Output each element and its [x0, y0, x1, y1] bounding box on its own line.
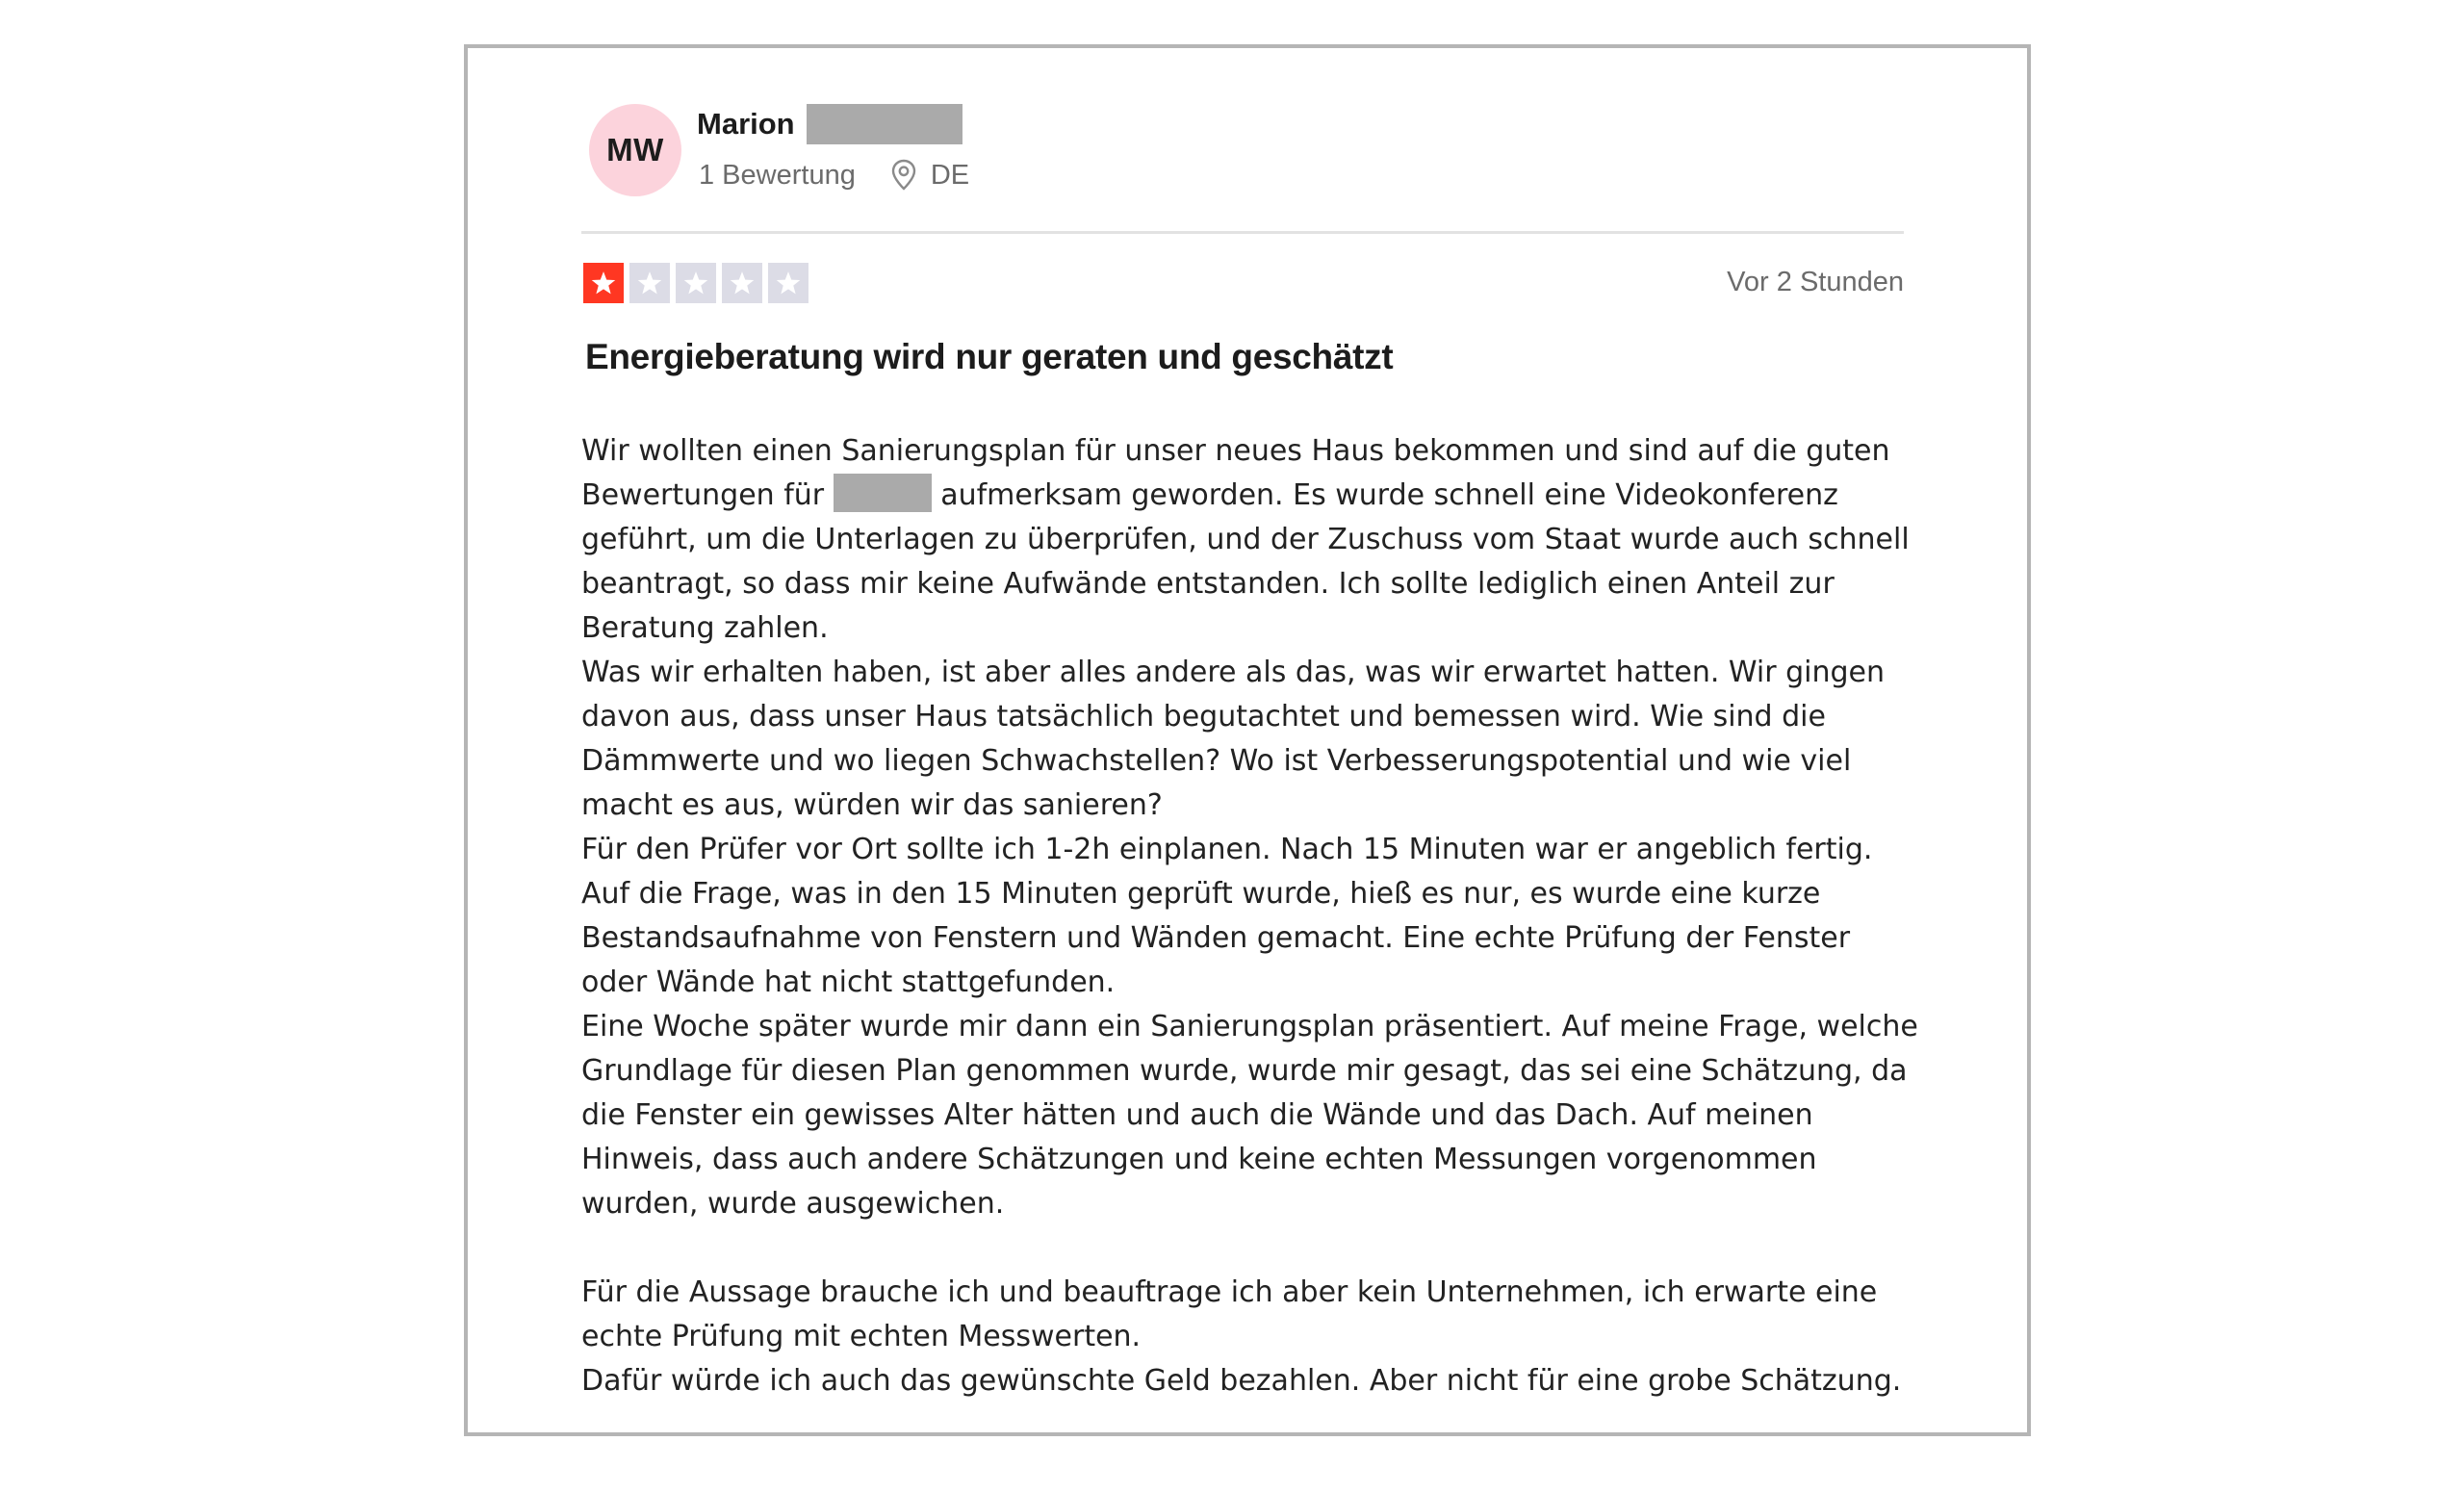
reviewer-header — [581, 102, 1904, 198]
review-text-line: Für den Prüfer vor Ort sollte ich 1-2h einplanen. Nach 15 Minuten war er angeblich fertig. — [581, 833, 1873, 866]
location-pin-icon — [890, 159, 917, 192]
review-text-line: die Fenster ein gewisses Alter hätten und auch die Wände und das Dach. Auf meinen — [581, 1098, 1813, 1132]
review-text-line: Auf die Frage, was in den 15 Minuten geprüft wurde, hieß es nur, es wurde eine kurze — [581, 877, 1821, 911]
review-text-line: echte Prüfung mit echten Messwerten. — [581, 1320, 1142, 1353]
review-text-line: Bestandsaufnahme von Fenstern und Wänden gemacht. Eine echte Prüfung der Fenster — [581, 921, 1851, 955]
review-text-line: Grundlage für diesen Plan genommen wurde, wurde mir gesagt, das sei eine Schätzung, da — [581, 1054, 1908, 1088]
divider — [581, 231, 1904, 234]
review-count: 1 Bewertung — [699, 159, 856, 191]
review-text-line: Dafür würde ich auch das gewünschte Geld bezahlen. Aber nicht für eine grobe Schätzung. — [581, 1364, 1902, 1398]
reviewer-meta — [699, 156, 969, 194]
review-text-line — [581, 474, 1904, 518]
review-text-line: Was wir erhalten haben, ist aber alles andere als das, was wir erwartet hatten. Wir gingen — [581, 656, 1886, 689]
review-text-line: geführt, um die Unterlagen zu überprüfen, und der Zuschuss vom Staat wurde auch schnell — [581, 523, 1910, 556]
review-text-fragment: Bewertungen für — [581, 478, 825, 512]
review-text-line: beantragt, so dass mir keine Aufwände entstanden. Ich sollte lediglich einen Anteil zur — [581, 567, 1835, 601]
star-rating — [583, 263, 808, 303]
review-text-line: davon aus, dass unser Haus tatsächlich begutachtet und bemessen wird. Wie sind die — [581, 700, 1826, 734]
star-icon — [768, 263, 808, 303]
review-content — [581, 48, 1918, 1432]
review-text-fragment: aufmerksam geworden. Es wurde schnell eine Videokonferenz — [940, 478, 1838, 512]
rating-row — [581, 263, 1904, 303]
review-title[interactable]: Energieberatung wird nur geraten und geschätzt — [585, 337, 1394, 376]
reviewer-name[interactable]: Marion — [697, 107, 795, 141]
review-text-line: Für die Aussage brauche ich und beauftrage ich aber kein Unternehmen, ich erwarte eine — [581, 1275, 1878, 1309]
review-text-line: Wir wollten einen Sanierungsplan für unser neues Haus bekommen und sind auf die guten — [581, 434, 1890, 468]
star-icon — [676, 263, 716, 303]
paragraph-gap — [581, 1226, 1904, 1271]
review-body — [581, 429, 1918, 1403]
reviewer-name-row — [697, 102, 962, 146]
review-card — [464, 44, 2031, 1436]
review-text-line: macht es aus, würden wir das sanieren? — [581, 788, 1163, 822]
star-icon — [722, 263, 762, 303]
avatar[interactable]: MW — [589, 104, 681, 196]
review-text-line: wurden, wurde ausgewichen. — [581, 1187, 1005, 1221]
star-icon — [629, 263, 670, 303]
review-text-line: oder Wände hat nicht stattgefunden. — [581, 965, 1116, 999]
review-text-line: Dämmwerte und wo liegen Schwachstellen? Wo ist Verbesserungspotential und wie viel — [581, 744, 1852, 778]
review-text-line: Eine Woche später wurde mir dann ein Sanierungsplan präsentiert. Auf meine Frage, welche — [581, 1010, 1918, 1043]
star-icon — [583, 263, 624, 303]
reviewer-country: DE — [930, 159, 970, 191]
redacted-company-name — [834, 474, 932, 512]
review-timestamp: Vor 2 Stunden — [1727, 267, 1904, 297]
review-text-line: Hinweis, dass auch andere Schätzungen und keine echten Messungen vorgenommen — [581, 1143, 1817, 1176]
review-text-line: Beratung zahlen. — [581, 611, 829, 645]
redacted-surname — [807, 104, 962, 144]
